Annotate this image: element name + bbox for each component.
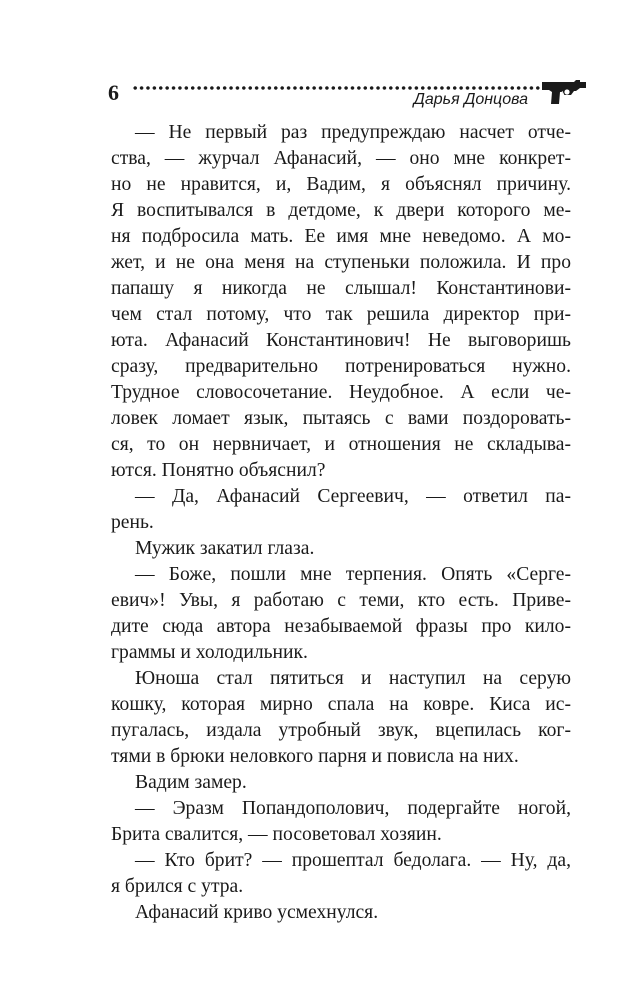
paragraph — [111, 900, 571, 926]
paragraph — [111, 120, 571, 484]
text-line: Брита свалится, — посоветовал хозяин. — [111, 824, 442, 845]
paragraph — [111, 796, 571, 848]
text-line: ня подбросила мать. Ее имя мне неведомо. А мо- — [111, 226, 571, 247]
text-line: Юноша стал пятиться и наступил на серую — [135, 668, 571, 689]
text-line: Афанасий криво усмехнулся. — [135, 902, 379, 923]
paragraph — [111, 484, 571, 536]
paragraph — [111, 848, 571, 900]
text-line: пугалась, издала утробный звук, вцепилась ког- — [111, 720, 571, 741]
text-line: сразу, предварительно потренироваться нужно. — [111, 356, 571, 377]
text-line: Мужик закатил глаза. — [135, 538, 315, 559]
text-line: папашу я никогда не слышал! Константинови- — [111, 278, 571, 299]
paragraph — [111, 770, 571, 796]
text-line: — Эразм Попандополович, подергайте ногой, — [135, 798, 571, 819]
text-line: — Боже, пошли мне терпения. Опять «Серге- — [135, 564, 571, 585]
text-line: но не нравится, и, Вадим, я объяснял причину. — [111, 174, 571, 195]
text-line: Я воспитывался в детдоме, к двери которого ме- — [111, 200, 571, 221]
text-line: ся, то он нервничает, и отношения не складыва- — [111, 434, 571, 455]
text-line: жет, и не она меня на ступеньки положила. И про — [111, 252, 571, 273]
text-line: — Кто брит? — прошептал бедолага. — Ну, да, — [135, 850, 571, 871]
text-line: ства, — журчал Афанасий, — оно мне конкрет- — [111, 148, 571, 169]
text-line: тями в брюки неловкого парня и повисла на них. — [111, 746, 519, 767]
text-line: рень. — [111, 512, 154, 533]
text-line: ловек ломает язык, пытаясь с вами поздоровать- — [111, 408, 571, 429]
text-line: — Не первый раз предупреждаю насчет отче- — [135, 122, 571, 143]
text-line: евич»! Увы, я работаю с теми, кто есть. Приве- — [111, 590, 571, 611]
text-line: я брился с утра. — [111, 876, 244, 897]
text-line: — Да, Афанасий Сергеевич, — ответил па- — [135, 486, 571, 507]
body-text — [111, 120, 571, 926]
author-name: Дарья Донцова — [413, 91, 528, 108]
text-line: юта. Афанасий Константинович! Не выговоришь — [111, 330, 571, 351]
paragraph — [111, 536, 571, 562]
text-line: граммы и холодильник. — [111, 642, 308, 663]
paragraph — [111, 562, 571, 666]
text-line: Вадим замер. — [135, 772, 247, 793]
page-number: 6 — [108, 80, 119, 105]
text-line: Трудное словосочетание. Неудобное. А если че- — [111, 382, 571, 403]
text-line: кошку, которая мирно спала на ковре. Киса ис- — [111, 694, 571, 715]
text-line: чем стал потому, что так решила директор при- — [111, 304, 571, 325]
revolver-icon — [540, 76, 588, 108]
running-header — [108, 76, 584, 116]
paragraph — [111, 666, 571, 770]
text-line: дите сюда автора незабываемой фразы про кило- — [111, 616, 571, 637]
text-line: ются. Понятно объяснил? — [111, 460, 326, 481]
